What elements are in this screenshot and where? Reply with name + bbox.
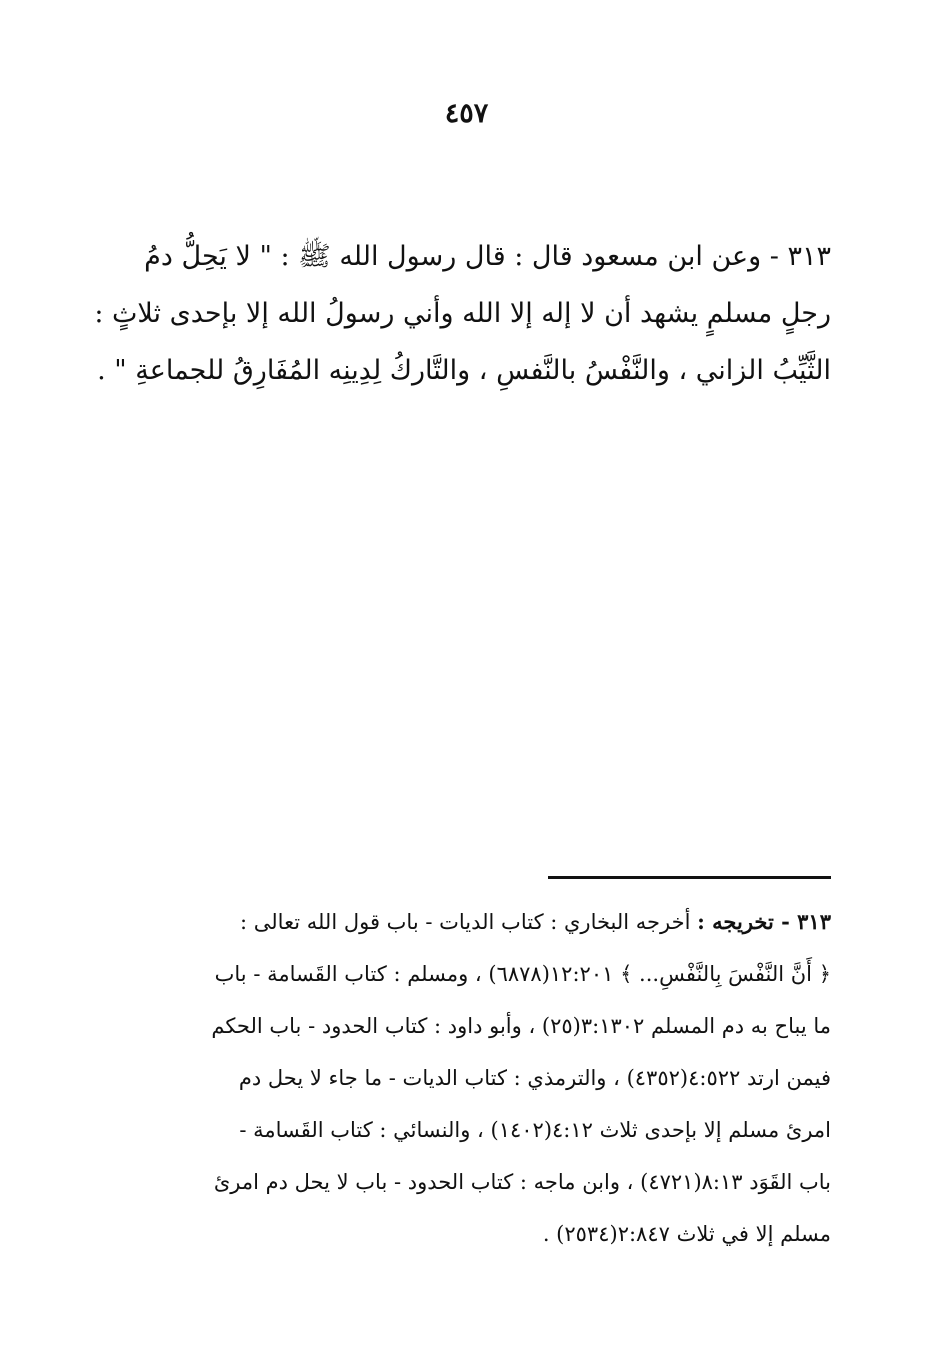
- page-number: ٤٥٧: [444, 98, 489, 129]
- footnote-line: باب القَوَد ٨:١٣(٤٧٢١) ، وابن ماجه : كتاب الحدود - باب لا يحل دم امرئ: [213, 1170, 831, 1194]
- hadith-text: [96, 228, 831, 399]
- footnote-divider: [548, 876, 831, 879]
- hadith-line: الثَّيِّبُ الزاني ، والنَّفْسُ بالنَّفسِ ، والتَّاركُ لِدِينِه المُفَارِقُ للجماعةِ " .: [97, 355, 831, 386]
- footnote-line: مسلم إلا في ثلاث ٢:٨٤٧(٢٥٣٤) .: [542, 1222, 831, 1246]
- footnote-first-line-text: أخرجه البخاري : كتاب الديات - باب قول الله تعالى :: [240, 910, 698, 934]
- footnote-line: امرئ مسلم إلا بإحدى ثلاث ٤:١٢(١٤٠٢) ، والنسائي : كتاب القَسامة -: [239, 1118, 831, 1142]
- footnote: [96, 896, 831, 1260]
- footnote-line: ﴿ أَنَّ النَّفْسَ بِالنَّفْسِ... ﴾ ١٢:٢٠١(٦٨٧٨) ، ومسلم : كتاب القَسامة - باب: [214, 962, 831, 986]
- footnote-line: [96, 896, 831, 948]
- footnote-line: فيمن ارتد ٤:٥٢٢(٤٣٥٢) ، والترمذي : كتاب الديات - ما جاء لا يحل دم: [238, 1066, 831, 1090]
- footnote-line: ما يباح به دم المسلم ٣:١٣٠٢(٢٥) ، وأبو داود : كتاب الحدود - باب الحكم: [211, 1014, 831, 1038]
- hadith-line: رجلٍ مسلمٍ يشهد أن لا إله إلا الله وأني رسولُ الله إلا بإحدى ثلاثٍ :: [94, 298, 831, 329]
- hadith-line: ٣١٣ - وعن ابن مسعود قال : قال رسول الله ﷺ : " لا يَحِلُّ دمُ: [144, 241, 831, 272]
- footnote-lead: ٣١٣ - تخريجه :: [697, 909, 831, 934]
